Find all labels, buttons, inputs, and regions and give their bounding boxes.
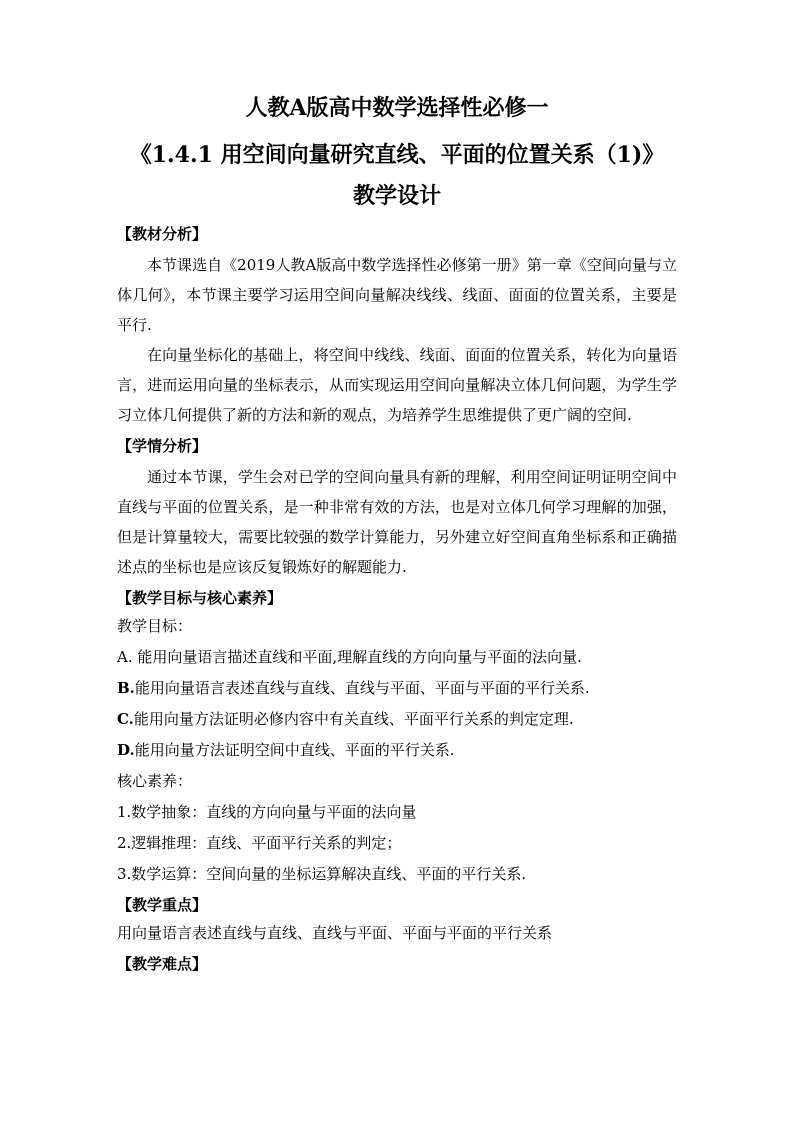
- core-label: 核心素养：: [117, 772, 193, 790]
- core-item-3: 3.数学运算：空间向量的坐标运算解决直线、平面的平行关系.: [117, 865, 527, 883]
- section-heading-students: 【学情分析】: [117, 437, 208, 455]
- goal-d: [117, 738, 677, 762]
- goals-label: 教学目标：: [117, 617, 193, 635]
- doc-body: [117, 218, 677, 980]
- goal-b-text: 能用向量语言表述直线与直线、直线与平面、平面与平面的平行关系.: [134, 679, 590, 697]
- goal-c: [117, 707, 677, 731]
- textbook-paragraph-2: 在向量坐标化的基础上，将空间中线线、线面、面面的位置关系，转化为向量语言，进而运用向量的坐标表示，从而实现运用空间向量解决立体几何问题，为学生学习立体几何提供了新的方法和新的观点，为培养学生思维提供了更广阔的空间.: [117, 346, 677, 424]
- core-item-1: 1.数学抽象：直线的方向向量与平面的法向量: [117, 803, 417, 821]
- section-heading-difficulty: 【教学难点】: [117, 955, 208, 973]
- students-paragraph-1: 通过本节课，学生会对已学的空间向量具有新的理解，利用空间证明证明空间中直线与平面的位置关系，是一种非常有效的方法，也是对立体几何学习理解的加强，但是计算量较大，需要比较强的数学计算能力，另外建立好空间直角坐标系和正确描述点的坐标也是应该反复锻炼好的解题能力.: [117, 468, 677, 576]
- doc-title-line1: 人教A版高中数学选择性必修一: [245, 95, 549, 121]
- doc-title-line2: 《1.4.1 用空间向量研究直线、平面的位置关系（1)》: [129, 142, 665, 168]
- core-item-2: 2.逻辑推理：直线、平面平行关系的判定；: [117, 834, 402, 852]
- keypoint-text: 用向量语言表述直线与直线、直线与平面、平面与平面的平行关系: [117, 924, 553, 942]
- goal-b: [117, 676, 677, 700]
- section-heading-textbook: 【教材分析】: [117, 225, 208, 243]
- section-heading-keypoint: 【教学重点】: [117, 896, 208, 914]
- goal-d-text: 能用向量方法证明空间中直线、平面的平行关系.: [134, 741, 455, 759]
- goal-d-letter: D.: [117, 741, 135, 759]
- goal-c-letter: C.: [117, 710, 134, 728]
- section-heading-goals: 【教学目标与核心素养】: [117, 589, 283, 607]
- goal-a: A. 能用向量语言描述直线和平面,理解直线的方向向量与平面的法向量.: [117, 648, 582, 666]
- textbook-paragraph-1: 本节课选自《2019人教A版高中数学选择性必修第一册》第一章《空间向量与立体几何》，本节课主要学习运用空间向量解决线线、线面、面面的位置关系，主要是平行.: [117, 256, 677, 334]
- doc-title-line3: 教学设计: [352, 183, 441, 209]
- goal-c-text: 能用向量方法证明必修内容中有关直线、平面平行关系的判定定理.: [133, 710, 574, 728]
- goal-b-letter: B.: [117, 679, 135, 697]
